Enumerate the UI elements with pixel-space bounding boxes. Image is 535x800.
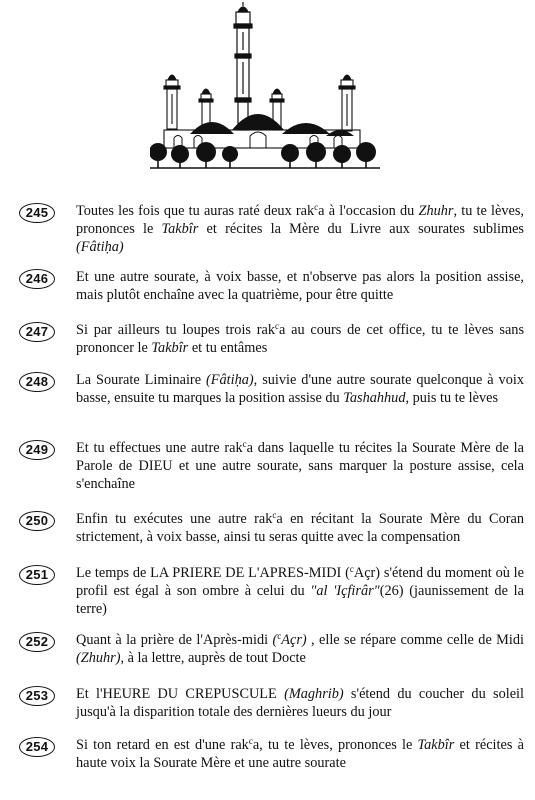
- verse-text: [76, 564, 524, 618]
- superscript-ayn: c: [272, 510, 277, 520]
- text-run: et récites à haute voix la Sourate Mère et une autre sourate: [76, 737, 524, 771]
- text-run: a à l'occasion du: [318, 203, 419, 219]
- verse-number-badge: 246: [19, 269, 55, 289]
- italic-term: Açr): [281, 632, 307, 648]
- text-run: La Sourate Liminaire: [76, 372, 206, 388]
- italic-term: (Maghrib): [284, 686, 344, 702]
- verse-text: [76, 510, 524, 546]
- text-run: et tu entâmes: [188, 340, 268, 356]
- verse-number-badge: 248: [19, 372, 55, 392]
- text-run: a, tu te lèves, prononces le: [252, 737, 418, 753]
- italic-term: Takbîr: [161, 221, 199, 237]
- verse-text: [76, 371, 524, 407]
- text-run: (26) (jaunissement de la terre): [76, 583, 524, 617]
- verse-number-badge: 251: [19, 565, 55, 585]
- text-run: a en récitant la Sourate Mère du Coran strictement, à voix basse, ainsi tu seras quitte avec la compensation: [76, 511, 524, 545]
- text-run: Toutes les fois que tu auras raté deux rak: [76, 203, 315, 219]
- italic-term: Takbîr: [417, 737, 455, 753]
- verse-text: [76, 321, 524, 357]
- text-run: Enfin tu exécutes une autre rak: [76, 511, 273, 527]
- verse-number-badge: 250: [19, 511, 55, 531]
- verse-number-badge: 247: [19, 322, 55, 342]
- text-run: Et l'HEURE DU CREPUSCULE: [76, 686, 285, 702]
- text-run: Et une autre sourate, à voix basse, et n'observe pas alors la position assise, mais plutôt enchaîne avec la quatrième, pour être quitte: [76, 269, 524, 303]
- superscript-ayn: c: [314, 202, 319, 212]
- verse-number-badge: 249: [19, 440, 55, 460]
- superscript-ayn: c: [248, 736, 253, 746]
- text-run: Le temps de LA PRIERE DE L'APRES-MIDI (: [76, 565, 350, 581]
- verse-text: [76, 685, 524, 721]
- italic-term: (Fâtiḥa): [206, 372, 254, 388]
- text-run: , à la lettre, auprès de tout Docte: [120, 650, 306, 666]
- text-run: s'étend du coucher du soleil jusqu'à la disparition totale des dernières lueurs du jour: [76, 686, 524, 720]
- italic-term: (: [272, 632, 278, 648]
- text-run: , elle se répare comme celle de Midi: [306, 632, 524, 648]
- superscript-ayn: c: [242, 439, 247, 449]
- verse-text: [76, 631, 524, 667]
- text-run: , tu te lèves, prononces le: [76, 203, 525, 237]
- text-run: a dans laquelle tu récites la Sourate Mère de la Parole de DIEU et une autre sourate, sans marquer la posture assise, cela s'enchaîne: [76, 440, 524, 492]
- text-run: Si ton retard en est d'une rak: [76, 737, 249, 753]
- italic-term: Takbîr: [151, 340, 189, 356]
- italic-term: "al 'Içfirâr": [310, 583, 380, 599]
- text-run: a au cours de cet office, tu te lèves sans prononcer le: [76, 322, 525, 356]
- italic-term: Zhuhr: [418, 203, 454, 219]
- verse-text: [76, 736, 524, 772]
- text-run: , puis tu te lèves: [405, 390, 499, 406]
- verse-number-badge: 245: [19, 203, 55, 223]
- italic-term: Tashahhud: [343, 390, 406, 406]
- italic-term: (Zhuhr): [76, 650, 121, 666]
- verse-text: [76, 439, 524, 493]
- verse-text: [76, 268, 524, 304]
- text-run: Açr) s'étend du moment où le profil est égal à son ombre à celui du: [76, 565, 524, 599]
- text-run: et récites la Mère du Livre aux sourates sublimes: [198, 221, 524, 237]
- superscript-ayn: c: [349, 564, 354, 574]
- text-run: Et tu effectues une autre rak: [76, 440, 243, 456]
- verse-number-badge: 254: [19, 737, 55, 757]
- text-run: Si par ailleurs tu loupes trois rak: [76, 322, 276, 338]
- text-run: , suivie d'une autre sourate quelconque à voix basse, ensuite tu marques la position assise du: [76, 372, 524, 406]
- verse-number-badge: 253: [19, 686, 55, 706]
- text-run: Quant à la prière de l'Après-midi: [76, 632, 273, 648]
- mosque-illustration: [150, 2, 385, 170]
- verse-text: [76, 202, 524, 256]
- italic-term: (Fâtiḥa): [76, 239, 124, 255]
- verse-number-badge: 252: [19, 632, 55, 652]
- superscript-ayn: c: [277, 631, 282, 641]
- superscript-ayn: c: [275, 321, 280, 331]
